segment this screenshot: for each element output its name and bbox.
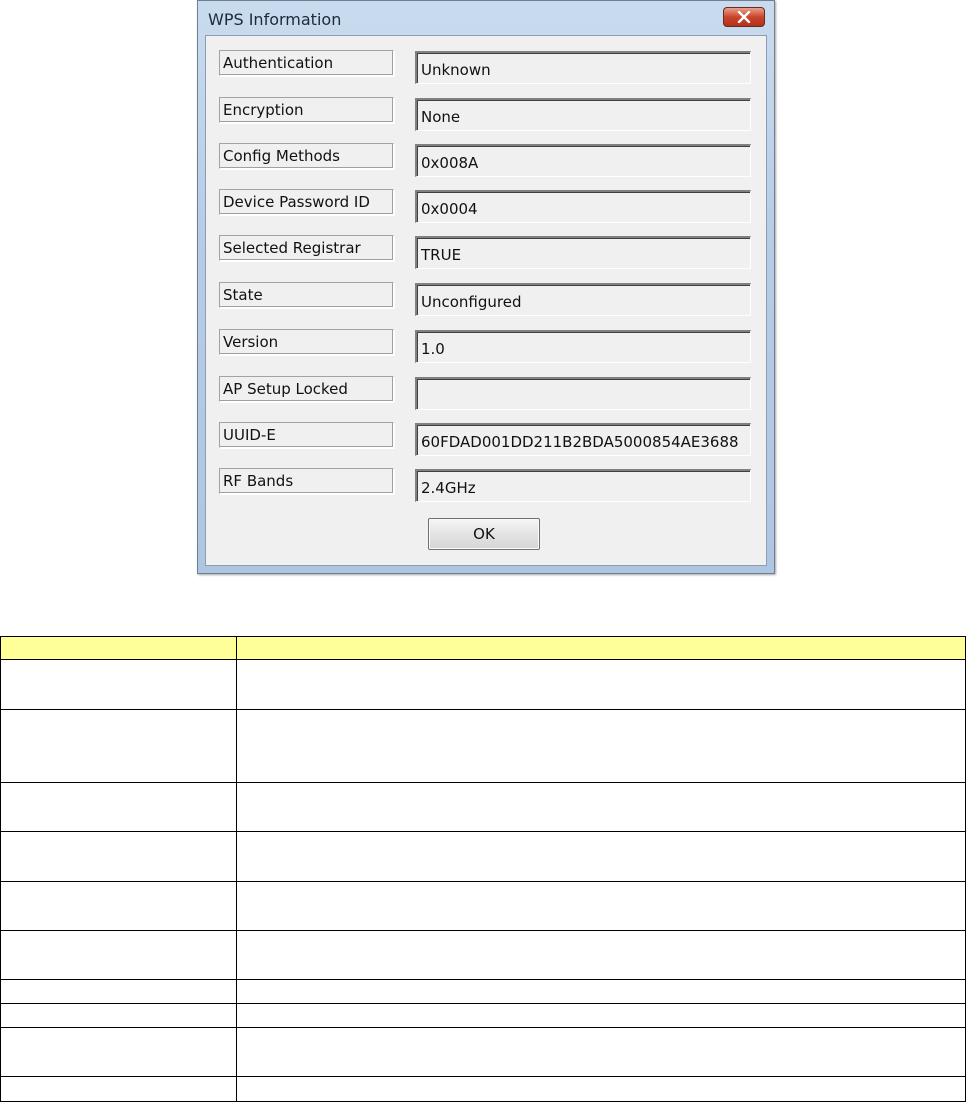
table-row [1,783,966,832]
close-button[interactable] [723,7,765,27]
rf-bands-label: RF Bands [219,468,394,494]
selected-registrar-value: TRUE [415,236,751,269]
table-cell [1,931,237,980]
config-methods-value: 0x008A [415,144,751,177]
table-cell [1,832,237,882]
table-cell [237,1004,966,1028]
title-bar[interactable] [198,1,774,37]
table-row [1,832,966,882]
selected-registrar-label: Selected Registrar [219,235,394,261]
authentication-label: Authentication [219,50,394,76]
table-cell [1,1077,237,1102]
table-cell [1,783,237,832]
ok-button[interactable]: OK [428,518,540,550]
table-header-cell [237,637,966,660]
ap-setup-locked-value [415,377,751,410]
state-label: State [219,282,394,308]
version-label: Version [219,329,394,355]
table-header-cell [1,637,237,660]
version-value: 1.0 [415,330,751,363]
table-row [1,660,966,710]
table-cell [1,882,237,931]
uuid-e-value: 60FDAD001DD211B2BDA5000854AE3688 [415,423,751,456]
table-cell [237,660,966,710]
table-cell [237,882,966,931]
table-header-row [1,637,966,660]
rf-bands-value: 2.4GHz [415,469,751,502]
table-row [1,1004,966,1028]
table-row [1,710,966,783]
table-cell [237,980,966,1004]
table-row [1,980,966,1004]
table-cell [1,1028,237,1077]
uuid-e-label: UUID-E [219,422,394,448]
config-methods-label: Config Methods [219,143,394,169]
encryption-label: Encryption [219,97,394,123]
device-password-id-label: Device Password ID [219,189,394,215]
table-cell [237,783,966,832]
table-cell [1,710,237,783]
table-row [1,1028,966,1077]
wps-information-dialog [197,0,775,574]
close-icon [737,11,751,23]
dialog-client-area [205,35,767,566]
dialog-title: WPS Information [208,10,342,29]
table-cell [1,660,237,710]
table-row [1,1077,966,1102]
table-cell [237,710,966,783]
table-cell [237,931,966,980]
table-cell [1,980,237,1004]
ap-setup-locked-label: AP Setup Locked [219,376,394,402]
state-value: Unconfigured [415,283,751,316]
device-password-id-value: 0x0004 [415,190,751,223]
table-cell [237,832,966,882]
table-row [1,931,966,980]
encryption-value: None [415,98,751,131]
field-description-table [0,636,966,1102]
table-cell [237,1028,966,1077]
table-cell [1,1004,237,1028]
table-row [1,882,966,931]
table-cell [237,1077,966,1102]
authentication-value: Unknown [415,51,751,84]
